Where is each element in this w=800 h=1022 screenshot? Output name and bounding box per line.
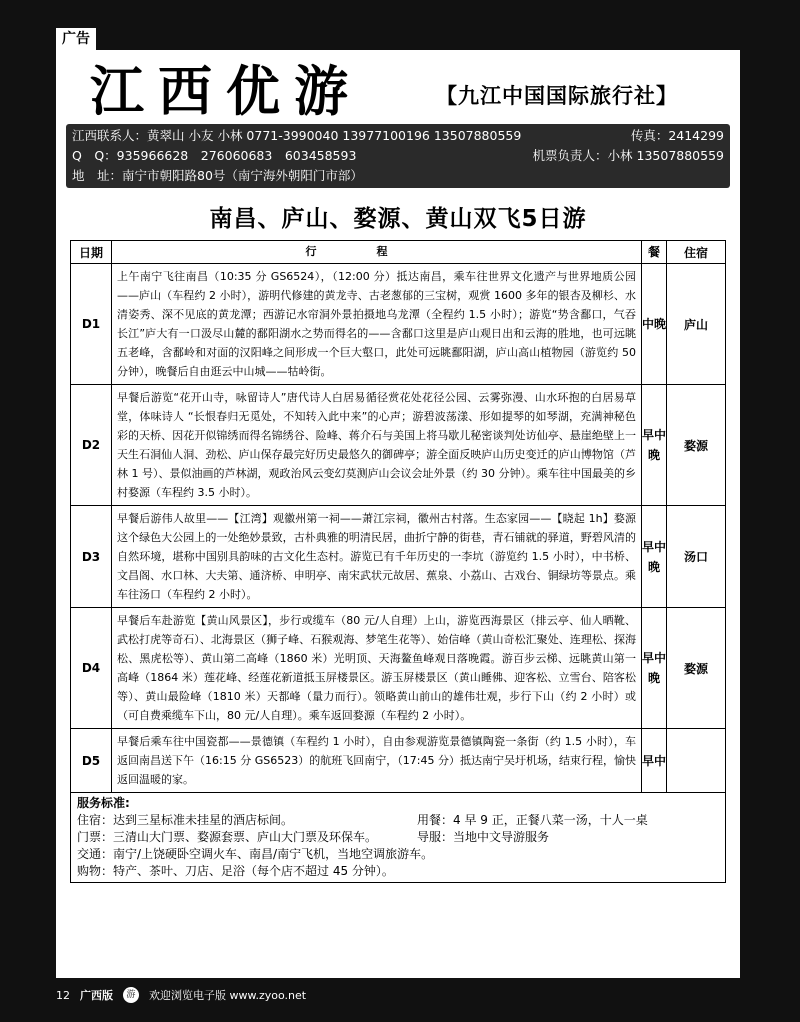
table-row bbox=[71, 506, 725, 608]
contact-qq: Q Q：935966628 276060683 603458593 bbox=[72, 148, 357, 163]
edition-label: 广西版 bbox=[80, 989, 113, 1002]
contact-people: 江西联系人：黄翠山 小友 小林 0771-3990040 13977100196 13507880559 bbox=[72, 128, 522, 143]
contact-ticket: 机票负责人：小林 13507880559 bbox=[532, 148, 724, 163]
brand-title: 江西优游 bbox=[90, 59, 362, 123]
footer bbox=[56, 980, 740, 1010]
header-itinerary: 行程 bbox=[112, 241, 642, 263]
row-stay: 婺源 bbox=[683, 661, 708, 676]
table-row bbox=[71, 729, 725, 793]
itinerary-table bbox=[70, 240, 726, 883]
row-day: D2 bbox=[71, 385, 112, 505]
ad-panel bbox=[56, 50, 740, 978]
row-desc: 早餐后车赴游览【黄山风景区】，步行或缆车（80 元/人自理）上山，游览西海景区（排云亭、仙人晒靴、武松打虎等奇石）、北海景区（狮子峰、石猴观海、梦笔生花等）、始信峰（黄山奇松汇聚处、连理松、探海松、黑虎松等）、黄山第二高峰（1860 米）光明顶、天海鳌鱼峰观日落晚霞。游百步云梯、远眺黄山第一高峰（1864 米）莲花峰、经莲花新道抵玉屏楼景区。游玉屏楼景区（黄山睡佛、迎客松、立雪台、陪客松等）、黄山最险峰（1810 米）天都峰（量力而行）。领略黄山前山的雄伟壮观，步行下山（约 2 小时）或（可自费乘缆车下山，80 元/人自理）。乘车返回婺源（车程约 2 小时）。 bbox=[112, 608, 642, 728]
header-meal: 餐 bbox=[642, 241, 667, 263]
services-title: 服务标准: bbox=[77, 796, 130, 810]
table-row bbox=[71, 608, 725, 729]
service-meals: 用餐：4 早 9 正，正餐八菜一汤，十人一桌 bbox=[417, 813, 648, 827]
service-transport: 交通：南宁/上饶硬卧空调火车、南昌/南宁飞机，当地空调旅游车。 bbox=[77, 847, 434, 861]
row-meal: 中晚 bbox=[642, 264, 667, 384]
row-day: D3 bbox=[71, 506, 112, 607]
header-stay: 住宿 bbox=[683, 245, 708, 260]
header-day: 日期 bbox=[71, 241, 112, 263]
service-tickets: 门票：三清山大门票、婺源套票、庐山大门票及环保车。 bbox=[77, 830, 378, 844]
agency-name: 【九江中国国际旅行社】 bbox=[436, 84, 678, 108]
contact-box bbox=[66, 124, 730, 188]
row-stay: 汤口 bbox=[683, 550, 708, 564]
row-meal: 早中晚 bbox=[642, 608, 667, 728]
row-stay: 婺源 bbox=[683, 438, 708, 453]
row-desc: 上午南宁飞往南昌（10:35 分 GS6524），（12:00 分）抵达南昌，乘车往世界文化遗产与世界地质公园——庐山（车程约 2 小时），游明代修建的黄龙寺、古老葱郁的三宝树，观赏 1600 多年的银杏及柳杉、水清姿秀、深不见底的黄龙潭；西游记水帘洞外景拍摄地乌龙潭（全程约 1.5 小时）；游览“势含鄱口，气吞长江”庐大有一口汲尽山麓的鄱阳湖水之势而得名的——含鄱口这里是庐山观日出和云海的胜地，也可远眺五老峰，含鄱岭和对面的汉阳峰之间形成一个巨大壑口，此处可远眺鄱阳湖，庐山高山植物园（游览约 50 分钟），晚餐后自由逛云中山城——牯岭街。 bbox=[112, 264, 642, 384]
row-meal: 早中晚 bbox=[642, 506, 667, 607]
row-meal: 早中 bbox=[642, 729, 667, 792]
service-shopping: 购物：特产、茶叶、刀店、足浴（每个店不超过 45 分钟）。 bbox=[77, 864, 394, 878]
footer-link[interactable]: 欢迎浏览电子版 www.zyoo.net bbox=[149, 989, 307, 1002]
contact-fax: 传真：2414299 bbox=[630, 128, 724, 143]
service-lodging: 住宿：达到三星标准未挂星的酒店标间。 bbox=[77, 813, 294, 827]
row-stay: 庐山 bbox=[683, 317, 708, 332]
contact-address: 地 址：南宁市朝阳路80号（南宁海外朝阳门市部） bbox=[72, 168, 363, 183]
row-desc: 早餐后乘车往中国瓷都——景德镇（车程约 1 小时），自由参观游览景德镇陶瓷一条街（约 1.5 小时），车返回南昌送下午（16:15 分 GS6523）的航班飞回南宁，（17:45 分）抵达南宁吴圩机场，结束行程，愉快返回温暖的家。 bbox=[112, 729, 642, 792]
table-header bbox=[71, 241, 725, 264]
row-stay bbox=[667, 729, 725, 792]
row-day: D5 bbox=[71, 729, 112, 792]
table-row bbox=[71, 264, 725, 385]
row-meal: 早中晚 bbox=[642, 385, 667, 505]
row-desc: 早餐后游伟人故里——【江湾】观徽州第一祠——萧江宗祠，徽州古村落。生态家园——【晓起 1h】婺源这个绿色大公园上的一处绝妙景致，古朴典雅的明清民居，曲折宁静的街巷，青石铺就的驿道，野碧风清的自然环境，堪称中国别具韵味的古文化生态村。游览已有千年历史的一李坑（游览约 1.5 小时），中书桥、文昌阁、水口林、大夫第、通济桥、申明亭、南宋武状元故居、蕉泉、小荔山、古戏台、铜绿坊等景点。乘车往汤口（车程约 2 小时）。 bbox=[112, 506, 642, 607]
ad-tag: 广告 bbox=[56, 28, 96, 50]
logo-icon: 游 bbox=[123, 987, 139, 1003]
tour-title: 南昌、庐山、婺源、黄山双飞5日游 bbox=[209, 206, 587, 232]
service-guide: 导服：当地中文导游服务 bbox=[417, 830, 550, 844]
row-desc: 早餐后游览“花开山寺，咏留诗人”唐代诗人白居易循径赏花处花径公园、云雾弥漫、山水环抱的白居易草堂，体味诗人 “长恨春归无觅处，不知转入此中来”的心声；游碧波荡漾、形如提琴的如琴湖，充满神秘色彩的天桥、因花开似锦绣而得名锦绣谷、险峰、蒋介石与美国上将马歇儿秘密谈判处访仙亭、悬崖绝壁上一天生石洞仙人洞、劲松、庐山保存最完好历史最悠久的御碑亭；游全面反映庐山历史变迁的庐山博物馆（芦林 1 号）、景似油画的芦林湖，观政治风云变幻莫测庐山会议会址外景（约 30 分钟）。乘车往中国最美的乡村婺源（车程约 3.5 小时）。 bbox=[112, 385, 642, 505]
row-day: D4 bbox=[71, 608, 112, 728]
service-standards bbox=[71, 793, 725, 882]
page-number: 12 bbox=[56, 988, 70, 1002]
table-row bbox=[71, 385, 725, 506]
row-day: D1 bbox=[71, 264, 112, 384]
